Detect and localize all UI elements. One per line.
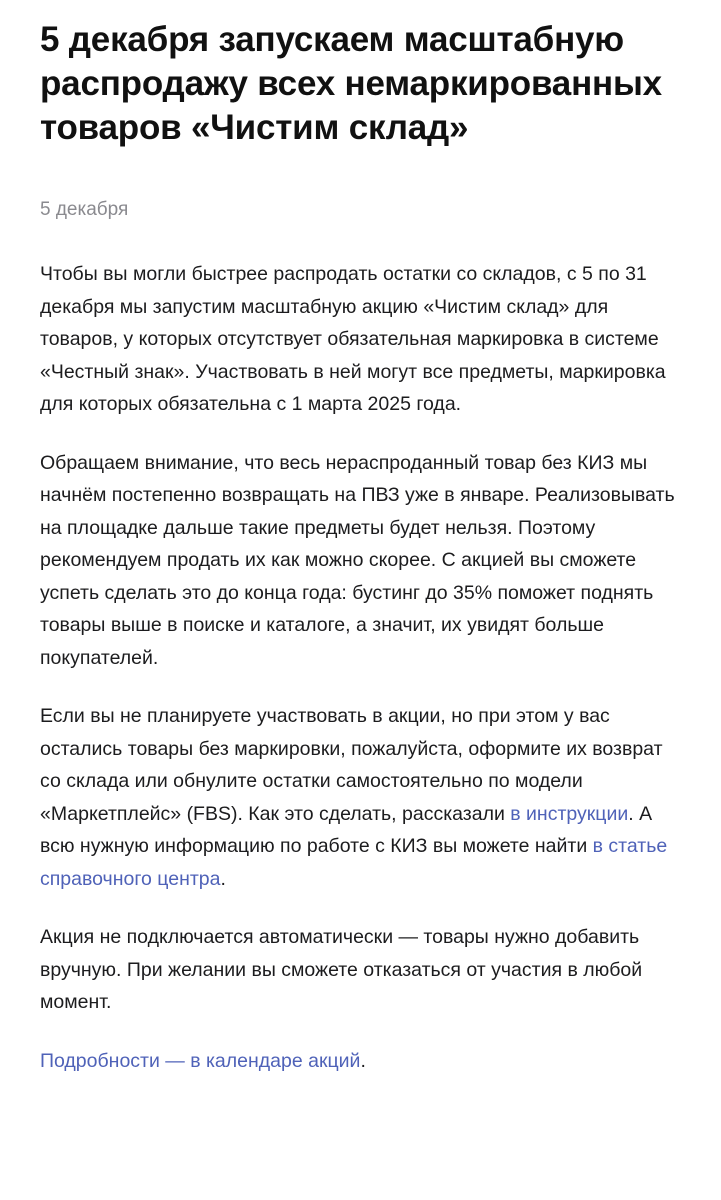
paragraph-text: . (220, 867, 226, 890)
paragraph-text: Если вы не планируете участвовать в акции, но при этом у вас остались товары без маркировки, пожалуйста, оформите их возврат со склада или обнулите остатки самостоятельно по модели «Маркетплейс» (FBS). Как это сделать, рассказали (40, 705, 663, 825)
paragraph-text: . А всю нужную информацию по работе с КИЗ вы можете найти (40, 802, 653, 857)
instruction-link[interactable]: в инструкции (510, 802, 629, 825)
help-center-article-link[interactable]: в статье справочного центра (40, 835, 668, 890)
paragraph-details (40, 1045, 681, 1078)
article-title: 5 декабря запускаем масштабную распродажу всех немаркированных товаров «Чистим склад» (40, 20, 662, 147)
paragraph-intro: Чтобы вы могли быстрее распродать остатки со складов, с 5 по 31 декабря мы запустим масштабную акцию «Чистим склад» для товаров, у которых отсутствует обязательная маркировка в системе «Честный знак». Участвовать в ней могут все предметы, маркировка для которых обязательна с 1 марта 2025 года. (40, 263, 666, 415)
paragraph-return-instructions (40, 700, 681, 895)
paragraph-text: . (360, 1049, 366, 1072)
paragraph-warning: Обращаем внимание, что весь нераспроданный товар без КИЗ мы начнём постепенно возвращать на ПВЗ уже в январе. Реализовывать на площадке дальше такие предметы будет нельзя. Поэтому рекомендуем продать их как можно скорее. С акцией вы сможете успеть сделать это до конца года: бустинг до 35% поможет поднять товары выше в поиске и каталоге, а значит, их увидят больше покупателей. (40, 451, 675, 669)
promo-calendar-link[interactable]: Подробности — в календаре акций (40, 1049, 361, 1072)
article-date: 5 декабря (40, 199, 129, 220)
paragraph-manual-add: Акция не подключается автоматически — товары нужно добавить вручную. При желании вы сможете отказаться от участия в любой момент. (40, 926, 643, 1013)
